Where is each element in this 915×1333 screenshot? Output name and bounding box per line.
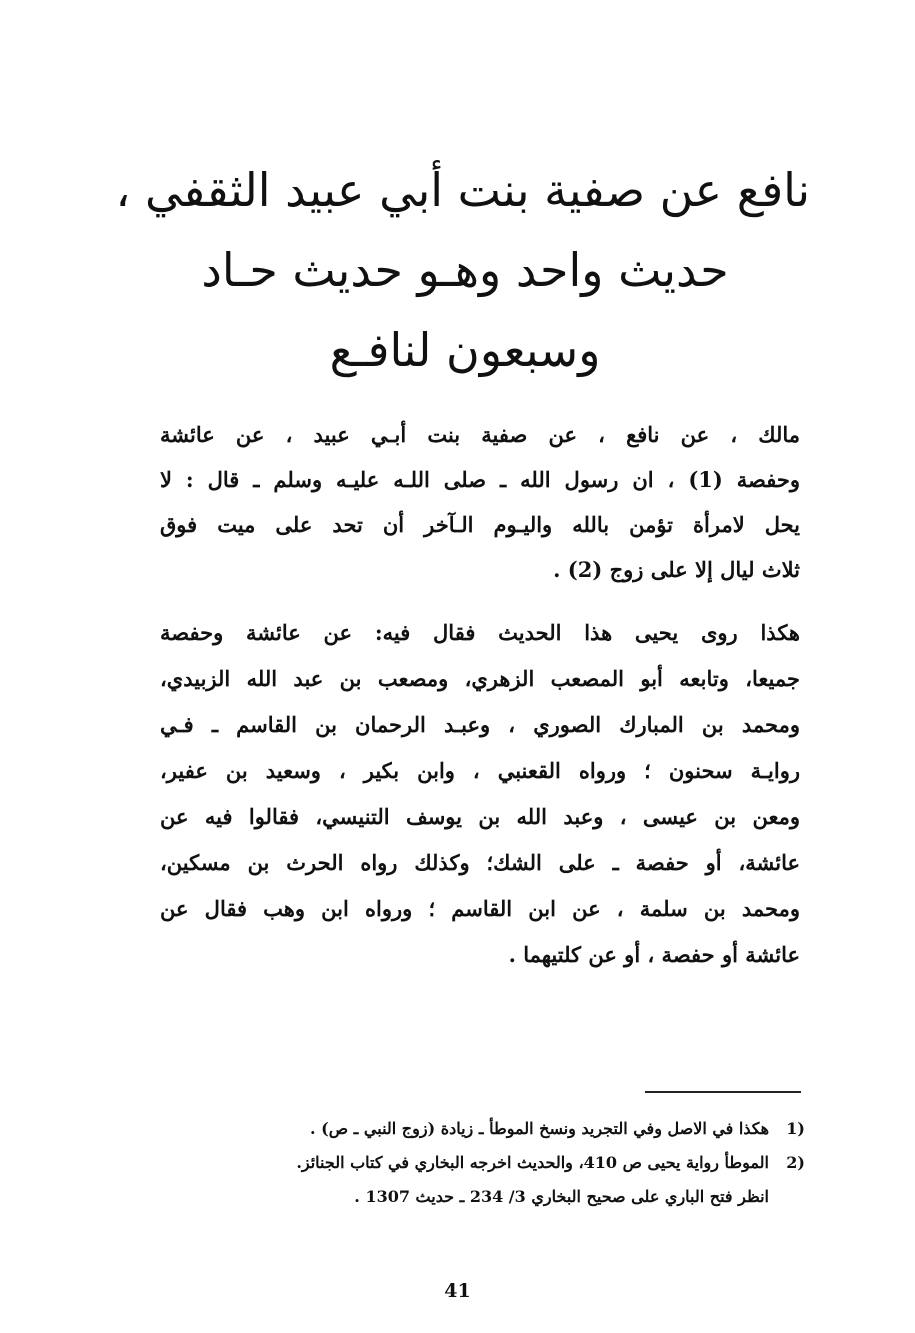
heading-line: وسبعون لنافـع	[329, 323, 601, 377]
text-line: ثلاث ليال إلا على زوج (2) .	[553, 557, 800, 582]
heading-line: حديث واحد وهـو حديث حـاد	[201, 243, 729, 297]
text-line: ومحمد بن سلمة ، عن ابن القاسم ؛ ورواه ابن وهب فقال عن	[160, 896, 800, 921]
hadith-paragraph	[160, 412, 800, 592]
text-line: هكذا روى يحيى هذا الحديث فقال فيه: عن عائشة وحفصة	[160, 620, 800, 645]
text-line: يحل لامرأة تؤمن بالله واليـوم الـآخر أن تحد على ميت فوق	[160, 512, 800, 537]
footnote-text: هكذا في الاصل وفي التجريد ونسخ الموطأ ـ زيادة (زوج النبي ـ ص) .	[310, 1119, 769, 1138]
footnote-number: 2)	[786, 1153, 805, 1172]
footnote-2	[165, 1146, 805, 1180]
commentary-paragraph	[160, 610, 800, 978]
text-line: جميعا، وتابعه أبو المصعب الزهري، ومصعب بن عبد الله الزبيدي،	[160, 666, 800, 691]
heading-line: نافع عن صفية بنت أبي عبيد الثقفي ،	[115, 163, 810, 217]
page-number: 41	[444, 1280, 471, 1302]
text-line: ومعن بن عيسى ، وعبد الله بن يوسف التنيسي، فقالوا فيه عن	[160, 804, 800, 829]
footnote-number: 1)	[786, 1119, 805, 1138]
text-line: ومحمد بن المبارك الصوري ، وعبـد الرحمان بن القاسم ـ فـي	[160, 712, 800, 737]
footnote-2-continuation	[165, 1180, 805, 1214]
footnote-text: الموطأ رواية يحيى ص 410، والحديث اخرجه البخاري في كتاب الجنائز.	[296, 1153, 769, 1172]
text-line: وحفصة (1) ، ان رسول الله ـ صلى اللـه عليـه وسلم ـ قال : لا	[160, 467, 801, 492]
text-line: عائشة، أو حفصة ـ على الشك؛ وكذلك رواه الحرث بن مسكين،	[160, 850, 800, 875]
text-line: عائشة أو حفصة ، أو عن كلتيهما .	[508, 942, 800, 967]
chapter-heading	[115, 150, 810, 390]
text-line: روايـة سحنون ؛ ورواه القعنبي ، وابن بكير ، وسعيد بن عفير،	[160, 758, 800, 783]
footnotes	[165, 1112, 805, 1214]
footnote-separator	[645, 1091, 801, 1093]
text-line: مالك ، عن نافع ، عن صفية بنت أبـي عبيد ، عن عائشة	[160, 422, 800, 447]
footnote-1	[165, 1112, 805, 1146]
footnote-text: انظر فتح الباري على صحيح البخاري 3/ 234 ـ حديث 1307 .	[354, 1187, 769, 1206]
